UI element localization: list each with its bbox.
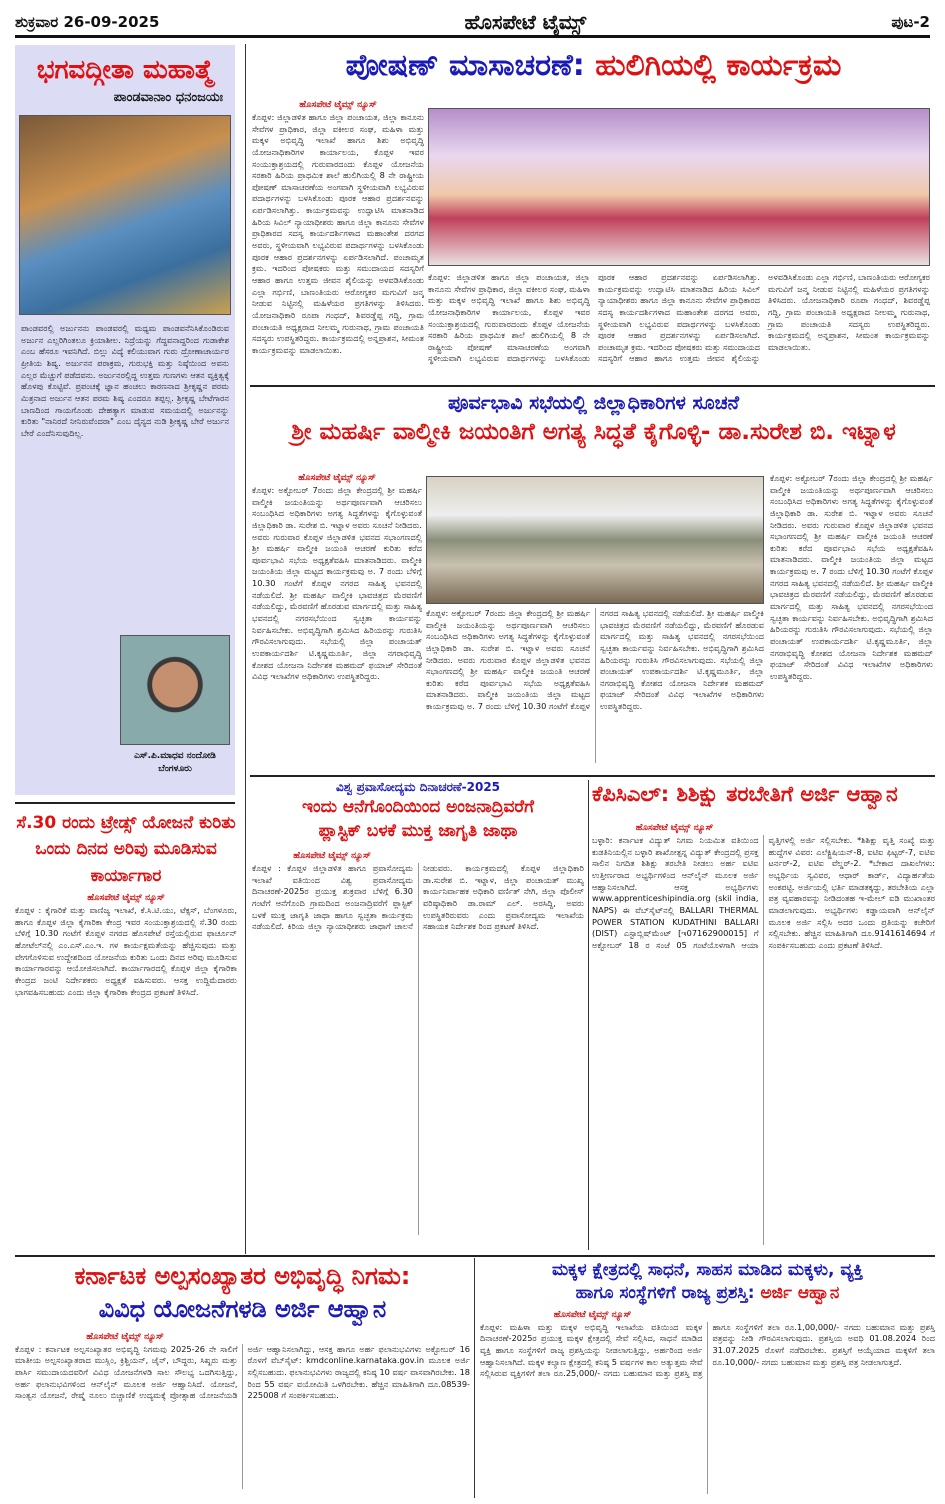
column-divider (245, 44, 246, 1254)
byline: ಹೊಸಪೇಟೆ ಟೈಮ್ಸ್ ನ್ಯೂಸ್ (553, 1309, 632, 1320)
byline: ಹೊಸಪೇಟೆ ಟೈಮ್ಸ್ ನ್ಯೂಸ್ (86, 1331, 164, 1342)
byline: ಹೊಸಪೇಟೆ ಟೈಮ್ಸ್ ನ್ಯೂಸ್ (87, 893, 165, 904)
article-body: ಕೊಪ್ಪಳ : ಕೈಗಾರಿಕೆ ಮತ್ತು ವಾಣಿಜ್ಯ ಇಲಾಖೆ, ಕೆ.ಸಿ.ಟಿ.ಯು, ಟೆಕ್ಸಸ್, ಬೆಂಗಳೂರು, ಹಾಗೂ ಕೊಪ್ಪಳ ಜಿಲ್ಲಾ ಕೈಗಾರಿಕಾ ಕೇಂದ್ರ ಇವರ ಸಂಯುಕ್ತಾಶ್ರಯದಲ್ಲಿ ಸೆ.30 ರಂದು ಬೆಳಿಗ್ಗೆ 10.30 ಗಂಟೆಗೆ ಕೊಪ್ಪಳ ನಗರದ ಹೊಸಪೇಟೆ ರಸ್ತೆಯಲ್ಲಿರುವ ಫಾರ್ಚೂನ್ ಹೋಟೆಲ್‌ನಲ್ಲಿ ಎಂ.ಎಸ್.ಎಂ.ಇ. ಗಳ ಕಾರ್ಯಕ್ಷಮತೆಯನ್ನು ಹೆಚ್ಚಿಸುವುದು ಮತ್ತು ವೇಗಗೊಳಿಸುವ ಉದ್ದೇಶದಿಂದ ಯೋಜನೆಯ ಕುರಿತು ಒಂದು ದಿನದ ಅರಿವು ಮೂಡಿಸುವ ಕಾರ್ಯಾಗಾರವನ್ನು ಆಯೋಜಿಸಲಾಗಿದೆ. ಕಾರ್ಯಾಗಾರದಲ್ಲಿ ಕೊಪ್ಪಳ ಜಿಲ್ಲಾ ಕೈಗಾರಿಕಾ ಕೇಂದ್ರದ ಜಂಟಿ ನಿರ್ದೇಶಕರು ಅಧ್ಯಕ್ಷತೆ ವಹಿಸುವರು. ಆಸಕ್ತ ಉದ್ದಿಮೆದಾರರು ಭಾಗವಹಿಸಬಹುದು ಎಂದು ಜಿಲ್ಲಾ ಕೈಗಾರಿಕಾ ಕೇಂದ್ರದ ಪ್ರಕಟಣೆ ತಿಳಿಸಿದೆ. (15, 905, 237, 997)
page-number: ಪುಟ-2 (891, 12, 930, 31)
meeting-photo (426, 476, 764, 604)
headline-part: ಹಾಗೂ ಸಂಸ್ಥೆಗಳಿಗೆ ರಾಜ್ಯ ಪ್ರಶಸ್ತಿ: (575, 1283, 755, 1304)
article-body-continued: ಕೊಪ್ಪಳ: ಅಕ್ಟೋಬರ್ 7ರಂದು ಜಿಲ್ಲಾ ಕೇಂದ್ರದಲ್ಲಿ ಶ್ರೀ ಮಹರ್ಷಿ ವಾಲ್ಮೀಕಿ ಜಯಂತಿಯನ್ನು ಅರ್ಥಪೂರ್ಣವಾಗಿ ಆಚರಿಸಲು ಸಂಬಂಧಿಸಿದ ಅಧಿಕಾರಿಗಳು ಅಗತ್ಯ ಸಿದ್ಧತೆಗಳನ್ನು ಕೈಗೊಳ್ಳುವಂತೆ ಜಿಲ್ಲಾಧಿಕಾರಿ ಡಾ. ಸುರೇಶ ಬಿ. ಇಟ್ನಾಳ ಅವರು ಸೂಚನೆ ನೀಡಿದರು. ಅವರು ಗುರುವಾರ ಕೊಪ್ಪಳ ಜಿಲ್ಲಾಡಳಿತ ಭವನದ ಸಭಾಂಗಣದಲ್ಲಿ ಶ್ರೀ ಮಹರ್ಷಿ ವಾಲ್ಮೀಕಿ ಜಯಂತಿ ಆಚರಣೆ ಕುರಿತು ಕರೆದ ಪೂರ್ವಭಾವಿ ಸಭೆಯ ಅಧ್ಯಕ್ಷತೆವಹಿಸಿ ಮಾತನಾಡಿದರು. ವಾಲ್ಮೀಕಿ ಜಯಂತಿಯ ಜಿಲ್ಲಾ ಮಟ್ಟದ ಕಾರ್ಯಕ್ರಮವು ಅ. 7 ರಂದು ಬೆಳಿಗ್ಗೆ 10.30 ಗಂಟೆಗೆ ಕೊಪ್ಪಳ ನಗರದ ಸಾಹಿತ್ಯ ಭವನದಲ್ಲಿ ನಡೆಯಲಿದೆ. ಶ್ರೀ ಮಹರ್ಷಿ ವಾಲ್ಮೀಕಿ ಭಾವಚಿತ್ರದ ಮೆರವಣಿಗೆ ನಡೆಯಲಿದ್ದು, ಮೆರವಣಿಗೆ ಹೊರಡುವ ಮಾರ್ಗದಲ್ಲಿ ಮತ್ತು ಸಾಹಿತ್ಯ ಭವನದಲ್ಲಿ ನಗರಸಭೆಯಿಂದ ಸ್ವಚ್ಛತಾ ಕಾರ್ಯವನ್ನು ನಿರ್ವಹಿಸಬೇಕು. ಅಭಿವೃದ್ಧಿಗಾಗಿ ಶ್ರಮಿಸಿದ ಹಿರಿಯರನ್ನು ಗುರುತಿಸಿ ಗೌರವಿಸಲಾಗುವುದು. ಸಭೆಯಲ್ಲಿ ಜಿಲ್ಲಾ ಪಂಚಾಯತ್ ಉಪಕಾರ್ಯದರ್ಶಿ ಟಿ.ಕೃಷ್ಣಮೂರ್ತಿ, ಜಿಲ್ಲಾ ನಗರಾಭಿವೃದ್ಧಿ ಕೋಶದ ಯೋಜನಾ ನಿರ್ದೇಶಕ ಮಹಮದ್ ಫಯಾಜ್ ಸೇರಿದಂತೆ ವಿವಿಧ ಇಲಾಖೆಗಳ ಅಧಿಕಾರಿಗಳು ಉಪಸ್ಥಿತರಿದ್ದರು. (426, 608, 764, 712)
headline-line: ಇಂದು ಆನೆಗೊಂದಿಯಿಂದ ಅಂಜನಾದ್ರಿವರೆಗೆ (302, 797, 534, 818)
article-body: ಬಳ್ಳಾರಿ: ಕರ್ನಾಟಕ ವಿದ್ಯುತ್ ನಿಗಮ ನಿಯಮಿತ ವತಿಯಿಂದ ಕುಡತಿನಿಯಲ್ಲಿನ ಬಳ್ಳಾರಿ ಶಾಖೋತ್ಪನ್ನ ವಿದ್ಯುತ್ ಕೇಂದ್ರದಲ್ಲಿ ಪ್ರಸಕ್ತ ಸಾಲಿನ ನಿಗದಿತ ಶಿಶಿಕ್ಷು ತರಬೇತಿ ನೀಡಲು ಅರ್ಹ ಐಟಿಐ ಉತ್ತೀರ್ಣರಾದ ಅಭ್ಯರ್ಥಿಗಳಿಂದ ಆನ್‌ಲೈನ್ ಮೂಲಕ ಅರ್ಜಿ ಆಹ್ವಾನಿಸಲಾಗಿದೆ. ಆಸಕ್ತ ಅಭ್ಯರ್ಥಿಗಳು www.apprenticeshipindia.org (skil india, NAPS) ಈ ವೆಬ್‌ಸೈಟ್‌ನಲ್ಲಿ BALLARI THERMAL POWER STATION KUDATHINI BALLARI (DIST) ಎಸ್ಟಾಬ್ಲಿಷ್‌ಮೆಂಟ್ [ಇ07162900015] ಗೆ ಅಕ್ಟೋಬರ್ 18 ರ ಸಂಜೆ 05 ಗಂಟೆಯೊಳಗಾಗಿ ಆಯಾ ವೃತ್ತಿಗಳಲ್ಲಿ ಅರ್ಜಿ ಸಲ್ಲಿಸಬೇಕು. *ಶಿಶಿಕ್ಷು ವೃತ್ತಿ ಸಂಖ್ಯೆ ಮತ್ತು ಹುದ್ದೆಗಳ ವಿವರ: ಎಲೆಕ್ಟ್ರಿಷಿಯನ್-8, ಐಟಿಐ ಫಿಟ್ಟರ್-7, ಐಟಿಐ ಟರ್ನರ್-2, ಐಟಿಐ ವೆಲ್ಡರ್-2. *ಬೇಕಾದ ದಾಖಲೆಗಳು: ಅಭ್ಯರ್ಥಿಯ ಸ್ವವಿವರ, ಆಧಾರ್ ಕಾರ್ಡ್, ವಿದ್ಯಾರ್ಹತೆಯ ಅಂಕಪಟ್ಟಿ. ಅರ್ಜಿಯಲ್ಲಿ ಭರ್ತಿ ಮಾಡತಕ್ಕದ್ದು, ತರಬೇತಿಯ ಎಲ್ಲಾ ಪತ್ರ ವ್ಯವಹಾರವನ್ನು ನೀಡಿದಂತಹ ಇ-ಮೇಲ್ ಐಡಿ ಮುಖಾಂತರ ಮಾಡಲಾಗುವುದು. ಅಭ್ಯರ್ಥಿಗಳು ಕಡ್ಡಾಯವಾಗಿ ಆನ್‌ಲೈನ್ ಮೂಲಕ ಅರ್ಜಿ ಸಲ್ಲಿಸಿ ಅದರ ಒಂದು ಪ್ರತಿಯನ್ನು ಕಚೇರಿಗೆ ಸಲ್ಲಿಸಬೇಕು. ಹೆಚ್ಚಿನ ಮಾಹಿತಿಗಾಗಿ ದೂ.9141614694 ಗೆ ಸಂಪರ್ಕಿಸಬಹುದು ಎಂದು ಪ್ರಕಟಣೆ ತಿಳಿಸಿದೆ. (592, 835, 935, 950)
headline-line: ವಿವಿಧ ಯೋಜನೆಗಳಡಿ ಅರ್ಜಿ ಆಹ್ವಾನ (98, 1294, 387, 1323)
article-body-continued: ಕೊಪ್ಪಳ: ಜಿಲ್ಲಾಡಳಿತ ಹಾಗೂ ಜಿಲ್ಲಾ ಪಂಚಾಯತ, ಜಿಲ್ಲಾ ಕಾನೂನು ಸೇವೆಗಳ ಪ್ರಾಧಿಕಾರ, ಜಿಲ್ಲಾ ವಕೀಲರ ಸಂಘ, ಮಹಿಳಾ ಮತ್ತು ಮಕ್ಕಳ ಅಭಿವೃದ್ಧಿ ಇಲಾಖೆ ಹಾಗೂ ಶಿಶು ಅಭಿವೃದ್ಧಿ ಯೋಜನಾಧಿಕಾರಿಗಳ ಕಾರ್ಯಾಲಯ, ಕೊಪ್ಪಳ ಇವರ ಸಂಯುಕ್ತಾಶ್ರಯದಲ್ಲಿ ಗುರುವಾರದಂದು ಕೊಪ್ಪಳ ಯೋಜನೆಯ ಸರಕಾರಿ ಹಿರಿಯ ಪ್ರಾಥಮಿಕ ಶಾಲೆ ಹುಲಿಗಿಯಲ್ಲಿ 8 ನೇ ರಾಷ್ಟ್ರೀಯ ಪೋಷಣ್ ಮಾಸಾಚರಣೆಯ ಅಂಗವಾಗಿ ಸ್ಥಳೀಯವಾಗಿ ಲಭ್ಯವಿರುವ ಪದಾರ್ಥಗಳನ್ನು ಬಳಸಿಕೊಂಡು ಪೂರಕ ಆಹಾರ ಪ್ರದರ್ಶನವನ್ನು ಏರ್ಪಡಿಸಲಾಗಿತ್ತು. ಕಾರ್ಯಕ್ರಮವನ್ನು ಉದ್ಘಾಟಿಸಿ ಮಾತನಾಡಿದ ಹಿರಿಯ ಸಿವಿಲ್ ನ್ಯಾಯಾಧೀಶರು ಹಾಗೂ ಜಿಲ್ಲಾ ಕಾನೂನು ಸೇವೆಗಳ ಪ್ರಾಧಿಕಾರದ ಸದಸ್ಯ ಕಾರ್ಯದರ್ಶಿಗಳಾದ ಮಹಾಂತೇಶ ದರಗದ ಅವರು, ಸ್ಥಳೀಯವಾಗಿ ಲಭ್ಯವಿರುವ ಪದಾರ್ಥಗಳನ್ನು ಬಳಸಿಕೊಂಡು ಪೂರಕ ಆಹಾರ ಪ್ರದರ್ಶನಗಳನ್ನು ಏರ್ಪಡಿಸಲಾಗಿದೆ. ಪಂಚಾಮೃತ ಕ್ರಮ. ಇದರಿಂದ ಪೋಷಕರು ಮತ್ತು ಸಮುದಾಯದ ಸದಸ್ಯರಿಗೆ ಆಹಾರ ಹಾಗೂ ಉತ್ತಮ ಜೀವನ ಶೈಲಿಯನ್ನು ಅಳವಡಿಸಿಕೊಂಡು ಎಲ್ಲಾ ಗರ್ಭಿಣಿ, ಬಾಣಂತಿಯರು ಆರೋಗ್ಯಕರ ಮಗುವಿಗೆ ಜನ್ಮ ನೀಡುವ ನಿಟ್ಟಿನಲ್ಲಿ ಮಹಿಳೆಯರ ಪ್ರಗತಿಗಳನ್ನು ತಿಳಿಸಿದರು. ಯೋಜನಾಧಿಕಾರಿ ರೂಪಾ ಗಂಧದ್, ಶಿವರಡ್ಡೆಪ್ಪ ಗದ್ದಿ, ಗ್ರಾಮ ಪಂಚಾಯತಿ ಅಧ್ಯಕ್ಷರಾದ ನೀಲಮ್ಮ ಗುರುನಾಥ, ಗ್ರಾಮ ಪಂಚಾಯತಿ ಸದಸ್ಯರು ಉಪಸ್ಥಿತರಿದ್ದರು. ಕಾರ್ಯಕ್ರಮದಲ್ಲಿ ಅನ್ನಪ್ರಾಶನ, ಸೀಮಂತ ಕಾರ್ಯಕ್ರಮವನ್ನು ಮಾಡಲಾಯಿತು. (428, 272, 930, 364)
gita-subtitle: ಪಾಂಡವಾನಾಂ ಧನಂಜಯಃ (113, 90, 223, 106)
article-body: ಕೊಪ್ಪಳ : ಕೊಪ್ಪಳ ಜಿಲ್ಲಾಡಳಿತ ಹಾಗೂ ಪ್ರವಾಸೋದ್ಯಮ ಇಲಾಖೆ ವತಿಯಿಂದ ವಿಶ್ವ ಪ್ರವಾಸೋದ್ಯಮ ದಿನಾಚರಣೆ-2025ರ ಪ್ರಯುಕ್ತ ಶುಕ್ರವಾರ ಬೆಳಿಗ್ಗೆ 6.30 ಗಂಟೆಗೆ ಆನೆಗೊಂದಿ ಗ್ರಾಮದಿಂದ ಅಂಜನಾದ್ರಿವರೆಗೆ ಪ್ಲಾಸ್ಟಿಕ್ ಬಳಕೆ ಮುಕ್ತ ಜಾಗೃತಿ ಜಾಥಾ ಹಾಗೂ ಸ್ವಚ್ಛತಾ ಕಾರ್ಯಕ್ರಮ ನಡೆಯಲಿದೆ. ಕಿರಿಯ ಜಿಲ್ಲಾ ನ್ಯಾಯಾಧೀಶರು ಜಾಥಾಗೆ ಚಾಲನೆ ನೀಡುವರು. ಕಾರ್ಯಕ್ರಮದಲ್ಲಿ ಕೊಪ್ಪಳ ಜಿಲ್ಲಾಧಿಕಾರಿ ಡಾ.ಸುರೇಶ ಬಿ. ಇಟ್ನಾಳ, ಜಿಲ್ಲಾ ಪಂಚಾಯತ್ ಮುಖ್ಯ ಕಾರ್ಯನಿರ್ವಾಹಕ ಅಧಿಕಾರಿ ವರ್ಣಿತ್ ನೇಗಿ, ಜಿಲ್ಲಾ ಪೊಲೀಸ್ ವರಿಷ್ಠಾಧಿಕಾರಿ ಡಾ.ರಾಮ್ ಎಲ್. ಅರಸಿದ್ದಿ, ಅವರು ಉಪಸ್ಥಿತರಿರುವರು ಎಂದು ಪ್ರವಾಸೋದ್ಯಮ ಇಲಾಖೆಯ ಸಹಾಯಕ ನಿರ್ದೇಶಕ ರಿಂದ ಪ್ರಕಟಣೆ ತಿಳಿಸಿದೆ. (252, 863, 584, 932)
author-city: ಬೆಂಗಳೂರು (158, 763, 192, 774)
headline-line: ಕರ್ನಾಟಕ ಅಲ್ಪಸಂಖ್ಯಾತರ ಅಭಿವೃದ್ಧಿ ನಿಗಮ: (74, 1262, 411, 1290)
article-body: ಕೊಪ್ಪಳ: ಅಕ್ಟೋಬರ್ 7ರಂದು ಜಿಲ್ಲಾ ಕೇಂದ್ರದಲ್ಲಿ ಶ್ರೀ ಮಹರ್ಷಿ ವಾಲ್ಮೀಕಿ ಜಯಂತಿಯನ್ನು ಅರ್ಥಪೂರ್ಣವಾಗಿ ಆಚರಿಸಲು ಸಂಬಂಧಿಸಿದ ಅಧಿಕಾರಿಗಳು ಅಗತ್ಯ ಸಿದ್ಧತೆಗಳನ್ನು ಕೈಗೊಳ್ಳುವಂತೆ ಜಿಲ್ಲಾಧಿಕಾರಿ ಡಾ. ಸುರೇಶ ಬಿ. ಇಟ್ನಾಳ ಅವರು ಸೂಚನೆ ನೀಡಿದರು. ಅವರು ಗುರುವಾರ ಕೊಪ್ಪಳ ಜಿಲ್ಲಾಡಳಿತ ಭವನದ ಸಭಾಂಗಣದಲ್ಲಿ ಶ್ರೀ ಮಹರ್ಷಿ ವಾಲ್ಮೀಕಿ ಜಯಂತಿ ಆಚರಣೆ ಕುರಿತು ಕರೆದ ಪೂರ್ವಭಾವಿ ಸಭೆಯ ಅಧ್ಯಕ್ಷತೆವಹಿಸಿ ಮಾತನಾಡಿದರು. ವಾಲ್ಮೀಕಿ ಜಯಂತಿಯ ಜಿಲ್ಲಾ ಮಟ್ಟದ ಕಾರ್ಯಕ್ರಮವು ಅ. 7 ರಂದು ಬೆಳಿಗ್ಗೆ 10.30 ಗಂಟೆಗೆ ಕೊಪ್ಪಳ ನಗರದ ಸಾಹಿತ್ಯ ಭವನದಲ್ಲಿ ನಡೆಯಲಿದೆ. ಶ್ರೀ ಮಹರ್ಷಿ ವಾಲ್ಮೀಕಿ ಭಾವಚಿತ್ರದ ಮೆರವಣಿಗೆ ನಡೆಯಲಿದ್ದು, ಮೆರವಣಿಗೆ ಹೊರಡುವ ಮಾರ್ಗದಲ್ಲಿ ಮತ್ತು ಸಾಹಿತ್ಯ ಭವನದಲ್ಲಿ ನಗರಸಭೆಯಿಂದ ಸ್ವಚ್ಛತಾ ಕಾರ್ಯವನ್ನು ನಿರ್ವಹಿಸಬೇಕು. ಅಭಿವೃದ್ಧಿಗಾಗಿ ಶ್ರಮಿಸಿದ ಹಿರಿಯರನ್ನು ಗುರುತಿಸಿ ಗೌರವಿಸಲಾಗುವುದು. ಸಭೆಯಲ್ಲಿ ಜಿಲ್ಲಾ ಪಂಚಾಯತ್ ಉಪಕಾರ್ಯದರ್ಶಿ ಟಿ.ಕೃಷ್ಣಮೂರ್ತಿ, ಜಿಲ್ಲಾ ನಗರಾಭಿವೃದ್ಧಿ ಕೋಶದ ಯೋಜನಾ ನಿರ್ದೇಶಕ ಮಹಮದ್ ಫಯಾಜ್ ಸೇರಿದಂತೆ ವಿವಿಧ ಇಲಾಖೆಗಳ ಅಧಿಕಾರಿಗಳು ಉಪಸ್ಥಿತರಿದ್ದರು. (252, 485, 422, 682)
divider (250, 775, 935, 777)
divider (15, 802, 235, 804)
headline-part: ಹುಲಿಗಿಯಲ್ಲಿ ಕಾರ್ಯಕ್ರಮ (595, 48, 842, 83)
gita-column (15, 45, 235, 795)
article-headline: ಕೆಪಿಸಿಎಲ್: ಶಿಶಿಕ್ಷು ತರಬೇತಿಗೆ ಅರ್ಜಿ ಆಹ್ವಾನ (592, 782, 898, 806)
issue-date: ಶುಕ್ರವಾರ 26-09-2025 (15, 12, 160, 31)
divider (250, 385, 935, 387)
krishna-arjuna-image (19, 115, 231, 315)
article-kicker: ವಿಶ್ವ ಪ್ರವಾಸೋದ್ಯಮ ದಿನಾಚರಣೆ-2025 (335, 780, 501, 794)
byline: ಹೊಸಪೇಟೆ ಟೈಮ್ಸ್ ನ್ಯೂಸ್ (635, 823, 714, 834)
page-header (15, 8, 930, 38)
article-headline: ಶ್ರೀ ಮಹರ್ಷಿ ವಾಲ್ಮೀಕಿ ಜಯಂತಿಗೆ ಅಗತ್ಯ ಸಿದ್ಧತೆ ಕೈಗೊಳ್ಳಿ- ಡಾ.ಸುರೇಶ ಬಿ. ಇಟ್ನಾಳ (291, 418, 896, 445)
article-body: ಕೊಪ್ಪಳ: ಜಿಲ್ಲಾಡಳಿತ ಹಾಗೂ ಜಿಲ್ಲಾ ಪಂಚಾಯತ, ಜಿಲ್ಲಾ ಕಾನೂನು ಸೇವೆಗಳ ಪ್ರಾಧಿಕಾರ, ಜಿಲ್ಲಾ ವಕೀಲರ ಸಂಘ, ಮಹಿಳಾ ಮತ್ತು ಮಕ್ಕಳ ಅಭಿವೃದ್ಧಿ ಇಲಾಖೆ ಹಾಗೂ ಶಿಶು ಅಭಿವೃದ್ಧಿ ಯೋಜನಾಧಿಕಾರಿಗಳ ಕಾರ್ಯಾಲಯ, ಕೊಪ್ಪಳ ಇವರ ಸಂಯುಕ್ತಾಶ್ರಯದಲ್ಲಿ ಗುರುವಾರದಂದು ಕೊಪ್ಪಳ ಯೋಜನೆಯ ಸರಕಾರಿ ಹಿರಿಯ ಪ್ರಾಥಮಿಕ ಶಾಲೆ ಹುಲಿಗಿಯಲ್ಲಿ 8 ನೇ ರಾಷ್ಟ್ರೀಯ ಪೋಷಣ್ ಮಾಸಾಚರಣೆಯ ಅಂಗವಾಗಿ ಸ್ಥಳೀಯವಾಗಿ ಲಭ್ಯವಿರುವ ಪದಾರ್ಥಗಳನ್ನು ಬಳಸಿಕೊಂಡು ಪೂರಕ ಆಹಾರ ಪ್ರದರ್ಶನವನ್ನು ಏರ್ಪಡಿಸಲಾಗಿತ್ತು. ಕಾರ್ಯಕ್ರಮವನ್ನು ಉದ್ಘಾಟಿಸಿ ಮಾತನಾಡಿದ ಹಿರಿಯ ಸಿವಿಲ್ ನ್ಯಾಯಾಧೀಶರು ಹಾಗೂ ಜಿಲ್ಲಾ ಕಾನೂನು ಸೇವೆಗಳ ಪ್ರಾಧಿಕಾರದ ಸದಸ್ಯ ಕಾರ್ಯದರ್ಶಿಗಳಾದ ಮಹಾಂತೇಶ ದರಗದ ಅವರು, ಸ್ಥಳೀಯವಾಗಿ ಲಭ್ಯವಿರುವ ಪದಾರ್ಥಗಳನ್ನು ಬಳಸಿಕೊಂಡು ಪೂರಕ ಆಹಾರ ಪ್ರದರ್ಶನಗಳನ್ನು ಏರ್ಪಡಿಸಲಾಗಿದೆ. ಪಂಚಾಮೃತ ಕ್ರಮ. ಇದರಿಂದ ಪೋಷಕರು ಮತ್ತು ಸಮುದಾಯದ ಸದಸ್ಯರಿಗೆ ಆಹಾರ ಹಾಗೂ ಉತ್ತಮ ಜೀವನ ಶೈಲಿಯನ್ನು ಅಳವಡಿಸಿಕೊಂಡು ಎಲ್ಲಾ ಗರ್ಭಿಣಿ, ಬಾಣಂತಿಯರು ಆರೋಗ್ಯಕರ ಮಗುವಿಗೆ ಜನ್ಮ ನೀಡುವ ನಿಟ್ಟಿನಲ್ಲಿ ಮಹಿಳೆಯರ ಪ್ರಗತಿಗಳನ್ನು ತಿಳಿಸಿದರು. ಯೋಜನಾಧಿಕಾರಿ ರೂಪಾ ಗಂಧದ್, ಶಿವರಡ್ಡೆಪ್ಪ ಗದ್ದಿ, ಗ್ರಾಮ ಪಂಚಾಯತಿ ಅಧ್ಯಕ್ಷರಾದ ನೀಲಮ್ಮ ಗುರುನಾಥ, ಗ್ರಾಮ ಪಂಚಾಯತಿ ಸದಸ್ಯರು ಉಪಸ್ಥಿತರಿದ್ದರು. ಕಾರ್ಯಕ್ರಮದಲ್ಲಿ ಅನ್ನಪ್ರಾಶನ, ಸೀಮಂತ ಕಾರ್ಯಕ್ರಮವನ್ನು ಮಾಡಲಾಯಿತು. (252, 112, 424, 355)
headline-part: ಅರ್ಜಿ ಆಹ್ವಾನ (760, 1283, 840, 1304)
byline: ಹೊಸಪೇಟೆ ಟೈಮ್ಸ್ ನ್ಯೂಸ್ (299, 100, 377, 110)
article-headline: ಸೆ.30 ರಂದು ಟ್ರೇಡ್ಸ್ ಯೋಜನೆ ಕುರಿತು ಒಂದು ದಿನದ ಅರಿವು ಮೂಡಿಸುವ ಕಾರ್ಯಾಗಾರ (16, 813, 236, 886)
column-divider (474, 1258, 475, 1498)
gita-body: ಪಾಂಡವರಲ್ಲಿ ಅರ್ಜುನನು ಪಾಂಡವರಲ್ಲಿ ಮಧ್ಯಮ ಪಾಂಡವನೆನಿಸಿಕೊಂಡಿರುವ ಅರ್ಜುನ ಎಲ್ಲರಿಗಿಂತಲೂ ಕ್ರಿಯಾಶೀಲ. ನಿದ್ರೆಯನ್ನು ಗೆದ್ದವನಾದ್ದರಿಂದ ಗುಡಾಕೇಶ ಎಂಬ ಹೆಸರೂ ಇವನಿಗಿದೆ. ಬಿಲ್ಲು ವಿದ್ಯೆ ಕಲಿಯುವಾಗ ಗುರು ದ್ರೋಣಾಚಾರ್ಯರ ಪ್ರೀತಿಯ ಶಿಷ್ಯ. ಅರ್ಜುನನ ಪರಾಕ್ರಮ, ಗುರುಭಕ್ತಿ ಮತ್ತು ನಿಷ್ಠೆಯಿಂದ ಅವನು ಎಲ್ಲರ ಮೆಚ್ಚುಗೆ ಪಡೆದವನು. ಅರ್ಜುನರಲ್ಲಿದ್ದ ಉತ್ತಮ ಗುಣಗಳು ಆತನ ವ್ಯಕ್ತಿತ್ವಕ್ಕೆ ಹೊಳಪು ಕೊಟ್ಟಿವೆ. ಪ್ರಪಂಚಕ್ಕೆ ಜ್ಞಾನ ಹಂಚಲು ಕಾರಣನಾದ ಶ್ರೀಕೃಷ್ಣನ ಪರಮ ಮಿತ್ರನಾದ ಅರ್ಜುನ ಆತನ ಪರಮ ಶಿಷ್ಯ ಎಂದರೂ ತಪ್ಪಲ್ಲ. ಶ್ರೀಕೃಷ್ಣ ಬೇಟೆಗಾರನ ಬಾಣದಿಂದ ಗಾಯಗೊಂಡು ದೇಹತ್ಯಾಗ ಮಾಡುವ ಸಮಯದಲ್ಲಿ ಅರ್ಜುನನ್ನು ಕುರಿತು "ನಾನಿರದೆ ನೀನಿರುವೆಂದರಾ" ಎಂಬ ದೈನ್ಯದ ನುಡಿ ಶ್ರೀಕೃಷ್ಣ ಬೇರೆ ಅರ್ಜುನ ಬೇರೆ ಎಂದೆನಿಸುವುದಿಲ್ಲ. (21, 323, 229, 438)
article-body: ಕೊಪ್ಪಳ : ಕರ್ನಾಟಕ ಅಲ್ಪಸಂಖ್ಯಾತರ ಅಭಿವೃದ್ಧಿ ನಿಗಮವು 2025-26 ನೇ ಸಾಲಿಗೆ ಮಾತೀಯ ಅಲ್ಪಸಂಖ್ಯಾತರಾದ ಮುಸ್ಲಿಂ, ಕ್ರಿಶ್ಚಿಯನ್, ಜೈನ್, ಬೌದ್ಧರು, ಸಿಖ್ಖರು ಮತ್ತು ಪಾರ್ಸಿ ಸಮುದಾಯದವರಿಗೆ ವಿವಿಧ ಯೋಜನೆಗಳಡಿ ಸಾಲ ಸೌಲಭ್ಯ ಒದಗಿಸುತ್ತಿದ್ದು, ಅರ್ಹ ಫಲಾನುಭವಿಗಳಿಂದ ಆನ್‌ಲೈನ್ ಮೂಲಕ ಅರ್ಜಿ ಆಹ್ವಾನಿಸಿದೆ. ಯೋಜನೆ, ಸಾಂತ್ವನ ಯೋಜನೆ, ರೇಷ್ಮೆ ನೂಲು ಬಿಚ್ಚಾಣಿಕೆ ಉದ್ಯಮಕ್ಕೆ ಪ್ರೋತ್ಸಾಹ ಯೋಜನೆಯಡಿ ಅರ್ಜಿ ಆಹ್ವಾನಿಸಲಾಗಿದ್ದು, ಆಸಕ್ತ ಹಾಗೂ ಅರ್ಹ ಫಲಾನುಭವಿಗಳು ಅಕ್ಟೋಬರ್ 16 ರೊಳಗೆ ವೆಬ್‌ಸೈಟ್: kmdconline.karnataka.gov.in ಮೂಲಕ ಅರ್ಜಿ ಸಲ್ಲಿಸಬಹುದು. ಫಲಾನುಭವಿಗಳು ರಾಜ್ಯದಲ್ಲಿ ಕನಿಷ್ಠ 10 ವರ್ಷ ವಾಸವಾಗಿರಬೇಕು. 18 ರಿಂದ 55 ವರ್ಷ ವಯೋಮಿತಿ ಒಳಗಿರಬೇಕು. ಹೆಚ್ಚಿನ ಮಾಹಿತಿಗಾಗಿ ದೂ.08539-225008 ಗೆ ಸಂಪರ್ಕಿಸಬಹುದು. (15, 1343, 470, 1401)
headline-line: ಮಕ್ಕಳ ಕ್ಷೇತ್ರದಲ್ಲಿ ಸಾಧನೆ, ಸಾಹಸ ಮಾಡಿದ ಮಕ್ಕಳು, ವ್ಯಕ್ತಿ (551, 1260, 864, 1280)
divider (15, 1255, 935, 1257)
author-photo (120, 635, 230, 745)
article-body: ಕೊಪ್ಪಳ: ಮಹಿಳಾ ಮತ್ತು ಮಕ್ಕಳ ಅಭಿವೃದ್ಧಿ ಇಲಾಖೆಯ ವತಿಯಿಂದ ಮಕ್ಕಳ ದಿನಾಚರಣೆ-2025ರ ಪ್ರಯುಕ್ತ ಮಕ್ಕಳ ಕ್ಷೇತ್ರದಲ್ಲಿ ಸೇವೆ ಸಲ್ಲಿಸಿದ, ಸಾಧನೆ ಮಾಡಿದ ವ್ಯಕ್ತಿ ಹಾಗೂ ಸಂಸ್ಥೆಗಳಿಗೆ ರಾಜ್ಯ ಪ್ರಶಸ್ತಿಯನ್ನು ನೀಡಲಾಗುತ್ತಿದ್ದು, ಅರ್ಹರಿಂದ ಅರ್ಜಿ ಆಹ್ವಾನಿಸಲಾಗಿದೆ. ಮಕ್ಕಳ ಕಲ್ಯಾಣ ಕ್ಷೇತ್ರದಲ್ಲಿ ಕನಿಷ್ಠ 5 ವರ್ಷಗಳ ಕಾಲ ಅತ್ಯುತ್ತಮ ಸೇವೆ ಸಲ್ಲಿಸಿರುವ ವ್ಯಕ್ತಿಗಳಿಗೆ ತಲಾ ರೂ.25,000/- ನಗದು ಬಹುಮಾನ ಮತ್ತು ಪ್ರಶಸ್ತಿ ಪತ್ರ ಹಾಗೂ ಸಂಸ್ಥೆಗಳಿಗೆ ತಲಾ ರೂ.1,00,000/- ನಗದು ಬಹುಮಾನ ಮತ್ತು ಪ್ರಶಸ್ತಿ ಪತ್ರವನ್ನು ನೀಡಿ ಗೌರವಿಸಲಾಗುವುದು. ಪ್ರಶಸ್ತಿಯ ಅವಧಿ 01.08.2024 ರಿಂದ 31.07.2025 ರೊಳಗೆ ನಡೆದಿರಬೇಕು. ಪ್ರಶಸ್ತಿಗೆ ಆಯ್ಕೆಯಾದ ಮಕ್ಕಳಿಗೆ ತಲಾ ರೂ.10,000/- ನಗದು ಬಹುಮಾನ ಮತ್ತು ಪ್ರಶಸ್ತಿ ಪತ್ರ ನೀಡಲಾಗುತ್ತದೆ. (480, 1321, 935, 1379)
column-divider (588, 780, 589, 1250)
article-kicker: ಪೂರ್ವಭಾವಿ ಸಭೆಯಲ್ಲಿ ಜಿಲ್ಲಾಧಿಕಾರಿಗಳ ಸೂಚನೆ (448, 392, 739, 414)
masthead: ಹೊಸಪೇಟೆ ಟೈಮ್ಸ್ (464, 9, 587, 34)
gita-title: ಭಗವದ್ಗೀತಾ ಮಹಾತ್ಮೆ (36, 55, 214, 85)
byline: ಹೊಸಪೇಟೆ ಟೈಮ್ಸ್ ನ್ಯೂಸ್ (298, 473, 376, 483)
headline-part: ಪೋಷಣ್ ಮಾಸಾಚರಣೆ: (345, 48, 585, 83)
byline: ಹೊಸಪೇಟೆ ಟೈಮ್ಸ್ ನ್ಯೂಸ್ (293, 851, 371, 862)
poshan-event-photo (428, 108, 930, 266)
headline-line: ಪ್ಲಾಸ್ಟಿಕ್ ಬಳಕೆ ಮುಕ್ತ ಜಾಗೃತಿ ಜಾಥಾ (318, 820, 518, 841)
author-name: ಎಸ್.ಪಿ.ಮಾಧವ ನಂದೋಡಿ (134, 751, 216, 761)
article-body-right: ಕೊಪ್ಪಳ: ಅಕ್ಟೋಬರ್ 7ರಂದು ಜಿಲ್ಲಾ ಕೇಂದ್ರದಲ್ಲಿ ಶ್ರೀ ಮಹರ್ಷಿ ವಾಲ್ಮೀಕಿ ಜಯಂತಿಯನ್ನು ಅರ್ಥಪೂರ್ಣವಾಗಿ ಆಚರಿಸಲು ಸಂಬಂಧಿಸಿದ ಅಧಿಕಾರಿಗಳು ಅಗತ್ಯ ಸಿದ್ಧತೆಗಳನ್ನು ಕೈಗೊಳ್ಳುವಂತೆ ಜಿಲ್ಲಾಧಿಕಾರಿ ಡಾ. ಸುರೇಶ ಬಿ. ಇಟ್ನಾಳ ಅವರು ಸೂಚನೆ ನೀಡಿದರು. ಅವರು ಗುರುವಾರ ಕೊಪ್ಪಳ ಜಿಲ್ಲಾಡಳಿತ ಭವನದ ಸಭಾಂಗಣದಲ್ಲಿ ಶ್ರೀ ಮಹರ್ಷಿ ವಾಲ್ಮೀಕಿ ಜಯಂತಿ ಆಚರಣೆ ಕುರಿತು ಕರೆದ ಪೂರ್ವಭಾವಿ ಸಭೆಯ ಅಧ್ಯಕ್ಷತೆವಹಿಸಿ ಮಾತನಾಡಿದರು. ವಾಲ್ಮೀಕಿ ಜಯಂತಿಯ ಜಿಲ್ಲಾ ಮಟ್ಟದ ಕಾರ್ಯಕ್ರಮವು ಅ. 7 ರಂದು ಬೆಳಿಗ್ಗೆ 10.30 ಗಂಟೆಗೆ ಕೊಪ್ಪಳ ನಗರದ ಸಾಹಿತ್ಯ ಭವನದಲ್ಲಿ ನಡೆಯಲಿದೆ. ಶ್ರೀ ಮಹರ್ಷಿ ವಾಲ್ಮೀಕಿ ಭಾವಚಿತ್ರದ ಮೆರವಣಿಗೆ ನಡೆಯಲಿದ್ದು, ಮೆರವಣಿಗೆ ಹೊರಡುವ ಮಾರ್ಗದಲ್ಲಿ ಮತ್ತು ಸಾಹಿತ್ಯ ಭವನದಲ್ಲಿ ನಗರಸಭೆಯಿಂದ ಸ್ವಚ್ಛತಾ ಕಾರ್ಯವನ್ನು ನಿರ್ವಹಿಸಬೇಕು. ಅಭಿವೃದ್ಧಿಗಾಗಿ ಶ್ರಮಿಸಿದ ಹಿರಿಯರನ್ನು ಗುರುತಿಸಿ ಗೌರವಿಸಲಾಗುವುದು. ಸಭೆಯಲ್ಲಿ ಜಿಲ್ಲಾ ಪಂಚಾಯತ್ ಉಪಕಾರ್ಯದರ್ಶಿ ಟಿ.ಕೃಷ್ಣಮೂರ್ತಿ, ಜಿಲ್ಲಾ ನಗರಾಭಿವೃದ್ಧಿ ಕೋಶದ ಯೋಜನಾ ನಿರ್ದೇಶಕ ಮಹಮದ್ ಫಯಾಜ್ ಸೇರಿದಂತೆ ವಿವಿಧ ಇಲಾಖೆಗಳ ಅಧಿಕಾರಿಗಳು ಉಪಸ್ಥಿತರಿದ್ದರು. (770, 473, 933, 681)
article-poshan (252, 48, 935, 84)
